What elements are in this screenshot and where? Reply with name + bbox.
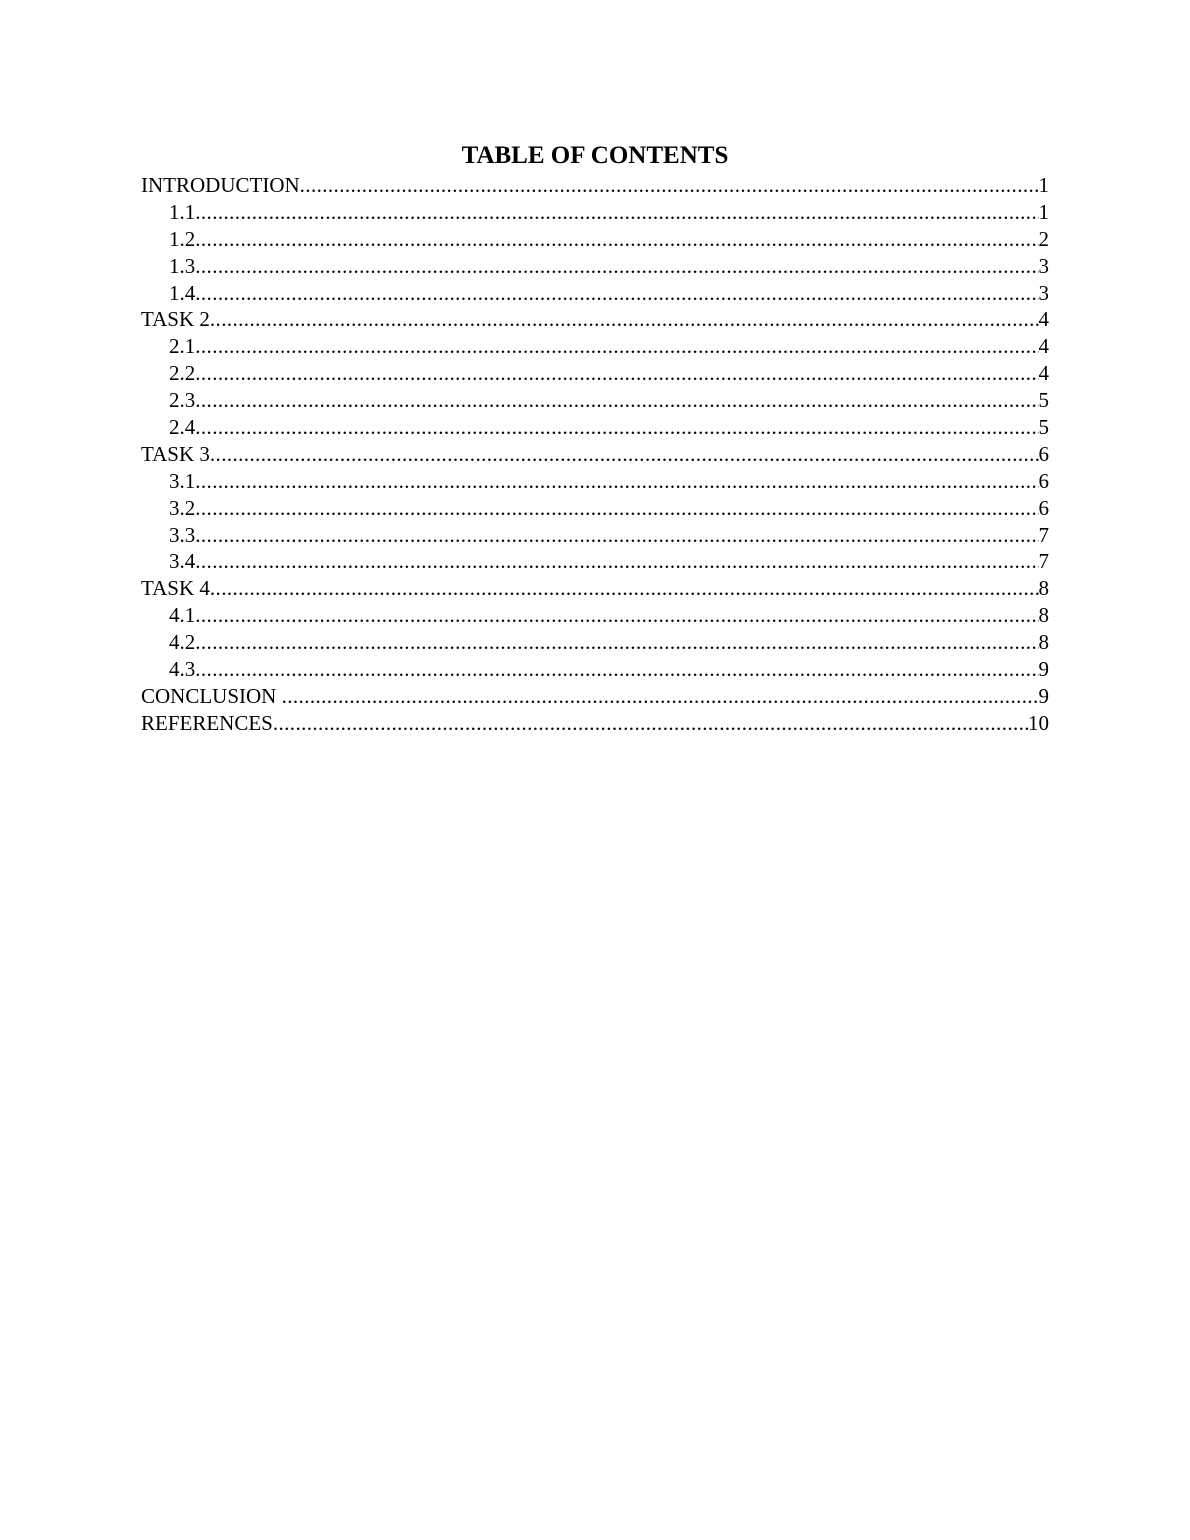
toc-entry-page-number: 8 — [1038, 576, 1049, 601]
toc-dot-leader — [195, 387, 1038, 414]
toc-dot-leader — [195, 548, 1038, 575]
toc-entry[interactable] — [141, 226, 1049, 253]
toc-entry-page-number: 3 — [1038, 280, 1049, 305]
toc-entry-label: 4.1 — [169, 603, 196, 628]
toc-entry[interactable] — [141, 683, 1049, 710]
toc-dot-leader — [282, 683, 1039, 710]
toc-entry[interactable] — [141, 414, 1049, 441]
toc-entry-page-number: 8 — [1038, 603, 1049, 628]
toc-entry[interactable] — [141, 172, 1049, 199]
toc-entry[interactable] — [141, 280, 1049, 307]
toc-dot-leader — [195, 414, 1038, 441]
toc-dot-leader — [210, 306, 1039, 333]
toc-entry-label: 3.1 — [169, 468, 196, 493]
toc-dot-leader — [195, 333, 1038, 360]
toc-entry-page-number: 6 — [1038, 468, 1049, 493]
toc-entry[interactable] — [141, 495, 1049, 522]
toc-entry-page-number: 7 — [1038, 522, 1049, 547]
toc-entry-page-number: 4 — [1038, 307, 1049, 332]
toc-entry-page-number: 5 — [1038, 388, 1049, 413]
toc-entry-label: INTRODUCTION — [141, 173, 300, 197]
toc-entry-label: 2.1 — [169, 334, 196, 359]
toc-entry-page-number: 2 — [1038, 226, 1049, 251]
toc-entry-label: 2.4 — [169, 415, 196, 440]
toc-dot-leader — [195, 280, 1038, 307]
toc-entry[interactable] — [141, 441, 1049, 468]
toc-entry-page-number: 9 — [1038, 683, 1049, 708]
toc-entry-label: 1.2 — [169, 226, 196, 251]
toc-entry-label: 4.3 — [169, 657, 196, 682]
toc-entry[interactable] — [141, 333, 1049, 360]
toc-entry-label: TASK 4 — [141, 576, 210, 601]
toc-entry[interactable] — [141, 710, 1049, 737]
toc-entry-label: 2.3 — [169, 388, 196, 413]
toc-dot-leader — [273, 710, 1028, 737]
toc-entry-label: 3.4 — [169, 549, 196, 574]
toc-entry-page-number: 1 — [1038, 173, 1049, 197]
toc-title: TABLE OF CONTENTS — [461, 142, 729, 169]
toc-entry[interactable] — [141, 629, 1049, 656]
toc-dot-leader — [195, 495, 1038, 522]
toc-entry[interactable] — [141, 253, 1049, 280]
toc-entry-page-number: 10 — [1028, 710, 1049, 735]
toc-entry[interactable] — [141, 360, 1049, 387]
toc-entry-label: CONCLUSION — [141, 683, 282, 708]
toc-entry-page-number: 6 — [1038, 441, 1049, 466]
toc-entry-page-number: 7 — [1038, 549, 1049, 574]
toc-entry[interactable] — [141, 548, 1049, 575]
toc-entry[interactable] — [141, 602, 1049, 629]
toc-dot-leader — [195, 522, 1038, 549]
toc-dot-leader — [195, 629, 1038, 656]
toc-entry-label: TASK 3 — [141, 441, 210, 466]
toc-dot-leader — [195, 226, 1038, 253]
toc-entry[interactable] — [141, 522, 1049, 549]
toc-entry-page-number: 6 — [1038, 495, 1049, 520]
toc-entry[interactable] — [141, 656, 1049, 683]
toc-entry-page-number: 8 — [1038, 630, 1049, 655]
toc-dot-leader — [195, 602, 1038, 629]
toc-dot-leader — [195, 360, 1038, 387]
toc-entry-page-number: 4 — [1038, 361, 1049, 386]
toc-dot-leader — [210, 575, 1039, 602]
toc-entry[interactable] — [141, 199, 1049, 226]
toc-entry-page-number: 3 — [1038, 253, 1049, 278]
toc-dot-leader — [300, 172, 1039, 199]
toc-entry[interactable] — [141, 468, 1049, 495]
toc-dot-leader — [195, 253, 1038, 280]
toc-dot-leader — [210, 441, 1039, 468]
toc-entry-label: 1.3 — [169, 253, 196, 278]
toc-dot-leader — [195, 199, 1038, 226]
toc-entry-label: 4.2 — [169, 630, 196, 655]
toc-entry-label: 3.2 — [169, 495, 196, 520]
toc-dot-leader — [195, 468, 1038, 495]
toc-entry-label: 1.1 — [169, 199, 196, 224]
toc-entry-label: 1.4 — [169, 280, 196, 305]
toc-entry-label: 2.2 — [169, 361, 196, 386]
toc-entry-label: 3.3 — [169, 522, 196, 547]
toc-dot-leader — [195, 656, 1038, 683]
toc-entry[interactable] — [141, 387, 1049, 414]
toc-entry-page-number: 9 — [1038, 657, 1049, 682]
toc-entry-page-number: 5 — [1038, 415, 1049, 440]
toc-entry[interactable] — [141, 306, 1049, 333]
toc-entry[interactable] — [141, 575, 1049, 602]
toc-list — [141, 172, 1049, 737]
toc-entry-label: REFERENCES — [141, 710, 273, 735]
toc-entry-label: TASK 2 — [141, 307, 210, 332]
toc-entry-page-number: 1 — [1038, 199, 1049, 224]
toc-entry-page-number: 4 — [1038, 334, 1049, 359]
